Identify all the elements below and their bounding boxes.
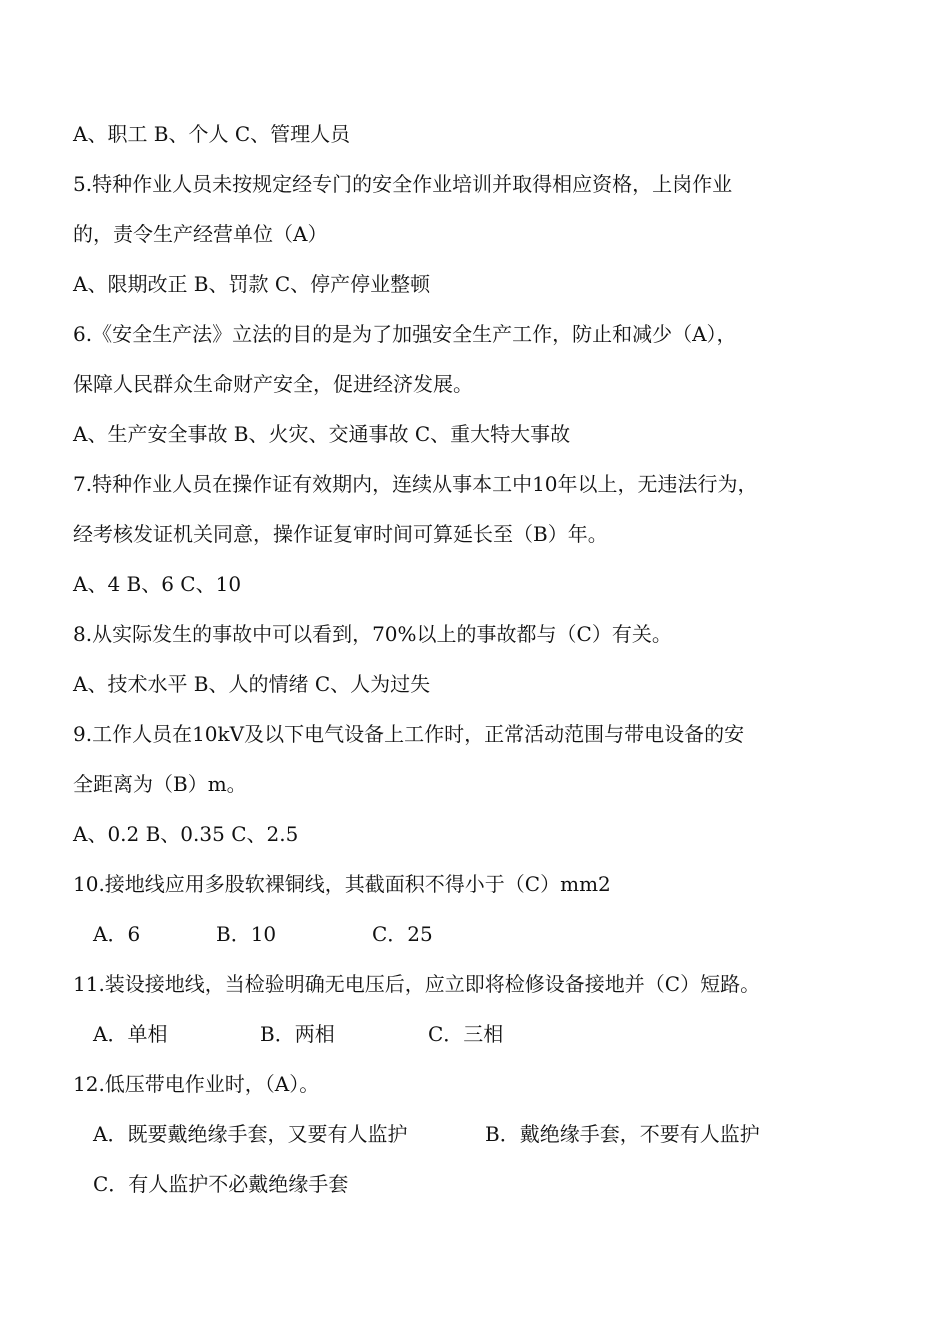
q5-text-line1: 5.特种作业人员未按规定经专门的安全作业培训并取得相应资格，上岗作业: [73, 172, 733, 196]
q6-options: A、生产安全事故 B、火灾、交通事故 C、重大特大事故: [73, 422, 571, 446]
q9-options: A、0.2 B、0.35 C、2.5: [73, 822, 299, 846]
q12-option-c: C．有人监护不必戴绝缘手套: [93, 1172, 349, 1196]
q5-options: A、限期改正 B、罚款 C、停产停业整顿: [73, 272, 431, 296]
q10-option-a: A．6: [93, 922, 141, 946]
q10-text: 10.接地线应用多股软裸铜线，其截面积不得小于（C）mm2: [73, 872, 611, 896]
q5-text-line2: 的，责令生产经营单位（A）: [73, 222, 328, 246]
q8-options: A、技术水平 B、人的情绪 C、人为过失: [73, 672, 431, 696]
q7-text-line1: 7.特种作业人员在操作证有效期内，连续从事本工中10年以上，无违法行为，: [73, 472, 758, 496]
q12-text: 12.低压带电作业时，（A）。: [73, 1072, 320, 1096]
q6-text-line1: 6.《安全生产法》立法的目的是为了加强安全生产工作，防止和减少（A），: [73, 322, 737, 346]
q4-options: A、职工 B、个人 C、管理人员: [73, 122, 351, 146]
q9-text-line2: 全距离为（B）m。: [73, 772, 247, 796]
q8-text: 8.从实际发生的事故中可以看到，70%以上的事故都与（C）有关。: [73, 622, 672, 646]
q12-option-a: A．既要戴绝缘手套，又要有人监护: [93, 1122, 408, 1146]
q11-text: 11.装设接地线，当检验明确无电压后，应立即将检修设备接地并（C）短路。: [73, 972, 761, 996]
q10-option-b: B．10: [216, 922, 277, 946]
q7-options: A、4 B、6 C、10: [73, 572, 242, 596]
q11-option-a: A．单相: [93, 1022, 168, 1046]
q11-option-b: B．两相: [260, 1022, 335, 1046]
q6-text-line2: 保障人民群众生命财产安全，促进经济发展。: [73, 372, 473, 396]
q9-text-line1: 9.工作人员在10kV及以下电气设备上工作时，正常活动范围与带电设备的安: [73, 722, 745, 746]
q11-option-c: C．三相: [428, 1022, 504, 1046]
q10-option-c: C．25: [372, 922, 433, 946]
q12-option-b: B．戴绝缘手套，不要有人监护: [485, 1122, 760, 1146]
q7-text-line2: 经考核发证机关同意，操作证复审时间可算延长至（B）年。: [73, 522, 608, 546]
